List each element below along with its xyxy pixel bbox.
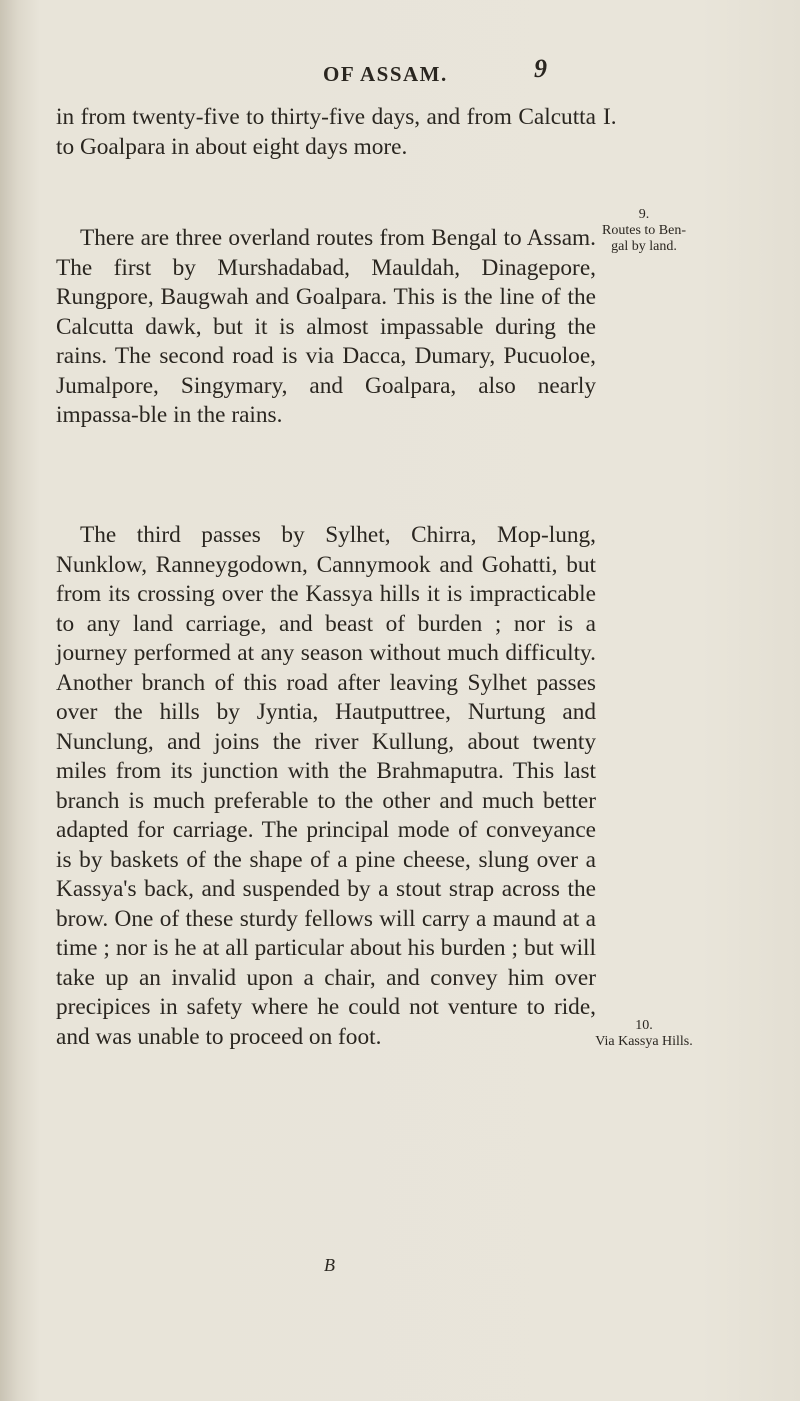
margin-note-text: Via Kassya Hills.: [595, 1034, 693, 1049]
page-number: 9: [534, 54, 547, 83]
margin-note-kassya: [594, 1018, 694, 1050]
margin-note-routes: [594, 207, 694, 255]
running-title: OF ASSAM.: [323, 62, 448, 86]
margin-note-text: Routes to Ben-gal by land.: [602, 223, 686, 254]
margin-note-number: 9.: [638, 207, 650, 222]
section-number: I.: [603, 104, 617, 130]
paragraph-third-route: The third passes by Sylhet, Chirra, Mop-lung, Nunklow, Ranneygodown, Cannymook and Gohatti, but from its crossing over the Kassya hills it is impracticable to any land carriage, and beast of burden ; nor is a journey performed at any season without much difficulty. Another branch of this road after leaving Sylhet passes over the hills by Jyntia, Hautputtree, Nurtung and Nunclung, and joins the river Kullung, about twenty miles from its junction with the Brahmaputra. This last branch is much preferable to the other and much better adapted for carriage. The principal mode of conveyance is by baskets of the shape of a pine cheese, slung over a Kassya's back, and suspended by a stout strap across the brow. One of these sturdy fellows will carry a maund at a time ; nor is he at all particular about his burden ; but will take up an invalid upon a chair, and convey him over precipices in safety where he could not venture to ride, and was unable to proceed on foot.: [56, 522, 596, 1050]
margin-note-number: 10.: [635, 1018, 653, 1033]
paragraph-continuation: in from twenty-five to thirty-five days, and from Calcutta to Goalpara in about eight days more.: [56, 104, 596, 160]
signature-mark: B: [324, 1255, 335, 1275]
paragraph-routes: There are three overland routes from Bengal to Assam. The first by Murshadabad, Mauldah, Dinagepore, Rungpore, Baugwah and Goalpara. This is the line of the Calcutta dawk, but it is almost impassable during the rains. The second road is via Dacca, Dumary, Pucuoloe, Jumalpore, Singymary, and Goalpara, also nearly impassa-ble in the rains.: [56, 225, 596, 428]
page-header: [0, 54, 800, 90]
